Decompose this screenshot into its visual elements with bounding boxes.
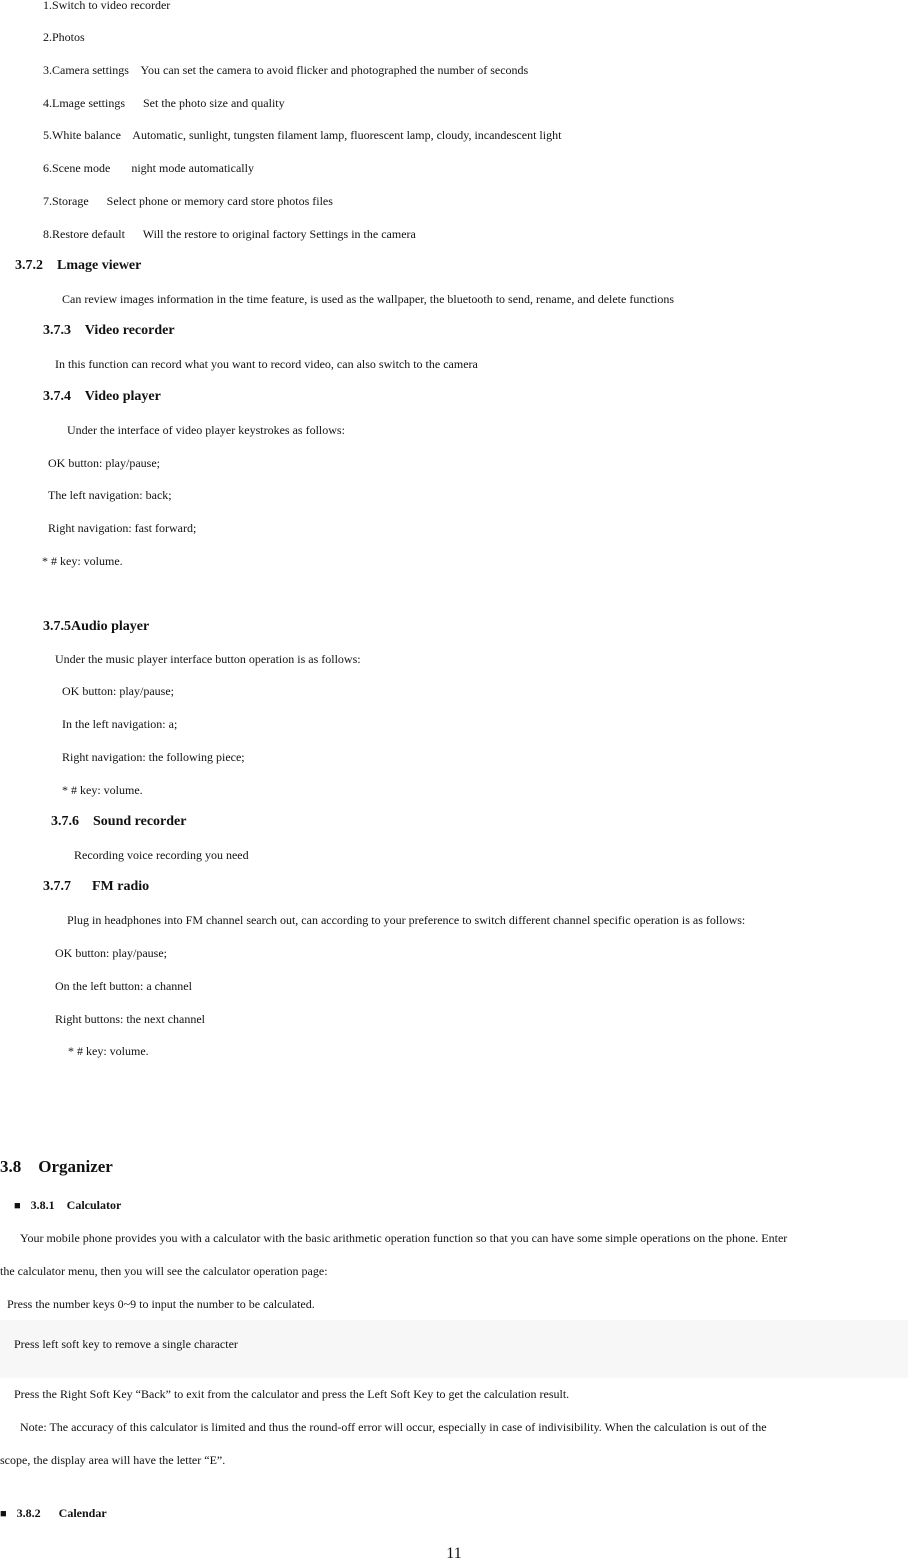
camera-item-4: 4.Lmage settings Set the photo size and quality bbox=[43, 96, 285, 110]
section-heading-video-player: 3.7.4 Video player bbox=[43, 389, 161, 404]
calculator-note-line: Note: The accuracy of this calculator is limited and thus the round-off error will occur, especially in case of indivisibility. When the calculation is out of the bbox=[20, 1420, 767, 1434]
calculator-para-line: the calculator menu, then you will see the calculator operation page: bbox=[0, 1264, 328, 1278]
section-heading-image-viewer: 3.7.2 Lmage viewer bbox=[15, 258, 142, 273]
fm-radio-key: * # key: volume. bbox=[68, 1044, 149, 1058]
section-heading-video-recorder: 3.7.3 Video recorder bbox=[43, 323, 175, 338]
calculator-note-line: scope, the display area will have the letter “E”. bbox=[0, 1453, 226, 1467]
bullet-icon: ■ bbox=[0, 1508, 7, 1520]
subsection-heading-calculator bbox=[14, 1198, 121, 1213]
audio-player-text: Under the music player interface button operation is as follows: bbox=[55, 652, 361, 666]
camera-item-2: 2.Photos bbox=[43, 30, 85, 44]
calculator-heading-text: 3.8.1 Calculator bbox=[30, 1198, 122, 1212]
camera-item-5: 5.White balance Automatic, sunlight, tungsten filament lamp, fluorescent lamp, cloudy, incandescent light bbox=[43, 128, 562, 142]
camera-item-6: 6.Scene mode night mode automatically bbox=[43, 161, 254, 175]
audio-player-key: Right navigation: the following piece; bbox=[62, 750, 245, 764]
video-recorder-text: In this function can record what you want to record video, can also switch to the camera bbox=[55, 357, 478, 371]
calculator-press-left: Press left soft key to remove a single character bbox=[14, 1337, 238, 1351]
video-player-key: OK button: play/pause; bbox=[48, 456, 160, 470]
page-number: 11 bbox=[446, 1545, 462, 1562]
camera-item-7: 7.Storage Select phone or memory card store photos files bbox=[43, 194, 333, 208]
calculator-press-keys: Press the number keys 0~9 to input the number to be calculated. bbox=[7, 1297, 315, 1311]
image-viewer-text: Can review images information in the time feature, is used as the wallpaper, the bluetooth to send, rename, and delete functions bbox=[62, 292, 674, 306]
camera-item-8: 8.Restore default Will the restore to original factory Settings in the camera bbox=[43, 227, 416, 241]
subsection-heading-calendar bbox=[0, 1506, 107, 1521]
video-player-key: The left navigation: back; bbox=[48, 488, 172, 502]
fm-radio-key: OK button: play/pause; bbox=[55, 946, 167, 960]
bullet-icon: ■ bbox=[14, 1200, 21, 1212]
fm-radio-key: Right buttons: the next channel bbox=[55, 1012, 205, 1026]
audio-player-key: * # key: volume. bbox=[62, 783, 143, 797]
section-heading-audio-player: 3.7.5Audio player bbox=[43, 619, 150, 634]
video-player-text: Under the interface of video player keystrokes as follows: bbox=[67, 423, 345, 437]
audio-player-key: In the left navigation: a; bbox=[62, 717, 178, 731]
video-player-key: * # key: volume. bbox=[42, 554, 123, 568]
fm-radio-key: On the left button: a channel bbox=[55, 979, 192, 993]
video-player-key: Right navigation: fast forward; bbox=[48, 521, 197, 535]
camera-item-3: 3.Camera settings You can set the camera to avoid flicker and photographed the number of seconds bbox=[43, 63, 529, 77]
section-heading-sound-recorder: 3.7.6 Sound recorder bbox=[51, 814, 187, 829]
section-heading-organizer: 3.8 Organizer bbox=[0, 1157, 113, 1176]
calculator-para-line: Your mobile phone provides you with a calculator with the basic arithmetic operation function so that you can have some simple operations on the phone. Enter bbox=[20, 1231, 788, 1245]
sound-recorder-text: Recording voice recording you need bbox=[74, 848, 249, 862]
camera-item-1: 1.Switch to video recorder bbox=[43, 0, 171, 12]
calculator-press-right: Press the Right Soft Key “Back” to exit from the calculator and press the Left Soft Key to get the calculation result. bbox=[14, 1387, 570, 1401]
calendar-heading-text: 3.8.2 Calendar bbox=[16, 1506, 107, 1520]
audio-player-key: OK button: play/pause; bbox=[62, 684, 174, 698]
section-heading-fm-radio: 3.7.7 FM radio bbox=[43, 879, 150, 894]
fm-radio-text: Plug in headphones into FM channel search out, can according to your preference to switch different channel specific operation is as follows: bbox=[67, 913, 746, 927]
